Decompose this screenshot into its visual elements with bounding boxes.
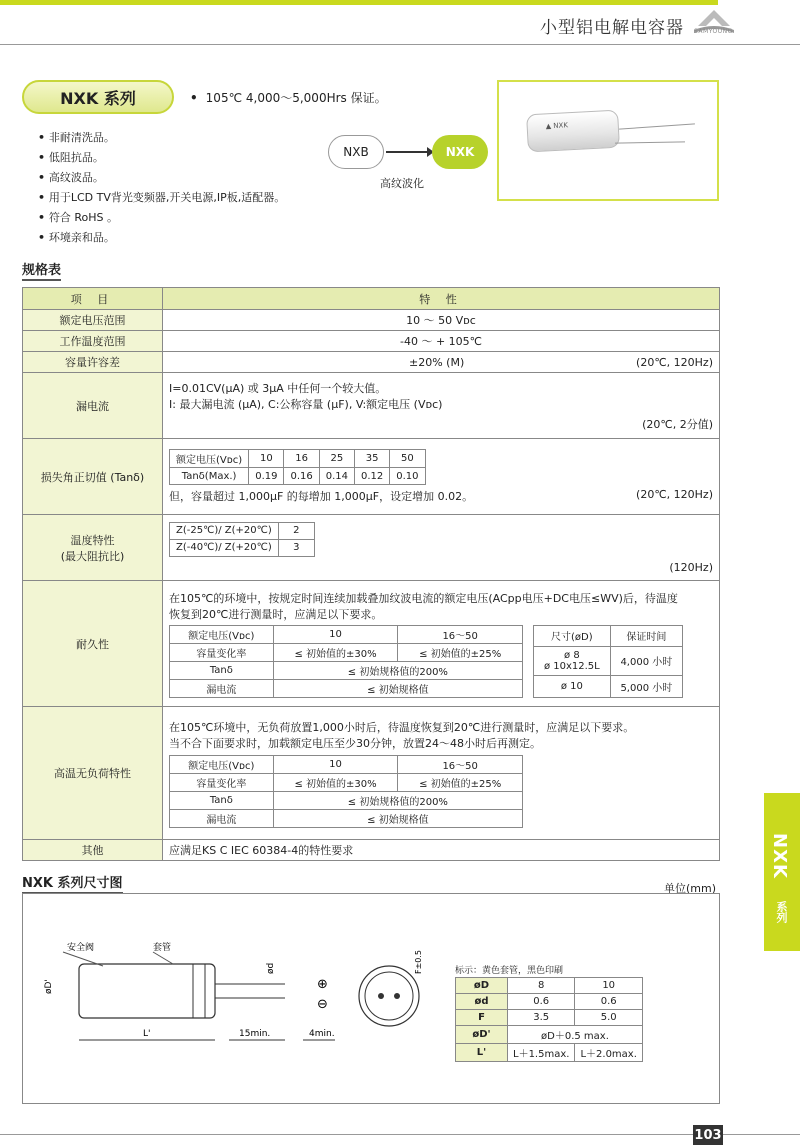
tan-value: 0.10 xyxy=(390,468,425,485)
table-row xyxy=(23,373,720,439)
endurance-table xyxy=(169,625,523,698)
spec-section-title: 规格表 xyxy=(22,259,61,281)
row-label: 耐久性 xyxy=(23,581,163,707)
4min-label: 4min. xyxy=(309,1029,335,1039)
feature-list xyxy=(38,128,285,248)
shelf-leak-value: ≤ 初始规格值 xyxy=(273,809,522,827)
table-row xyxy=(23,515,720,581)
endurance-leak-label: 漏电流 xyxy=(170,679,274,697)
leakage-formula: I=0.01CV(μA) 或 3μA 中任何一个较大值。 xyxy=(169,381,387,395)
dD-label: øD' xyxy=(44,979,54,994)
side-tab-sub: 系列 xyxy=(775,901,788,923)
shelf-cap-value: ≤ 初始值的±30% xyxy=(273,773,398,791)
flow-arrow-icon xyxy=(386,151,432,153)
dd-label: ød xyxy=(266,962,276,974)
shelf-tan-value: ≤ 初始规格值的200% xyxy=(273,791,522,809)
feature-item: • 环境亲和品。 xyxy=(38,228,285,248)
shelf-cap-value: ≤ 初始值的±25% xyxy=(398,773,523,791)
dim-cell: L＋1.5max. xyxy=(508,1044,575,1062)
row-label: 损失角正切值 (Tanδ) xyxy=(23,439,163,515)
series-name: NXK 系列 xyxy=(60,88,136,108)
row-label: 高温无负荷特性 xyxy=(23,707,163,840)
series-name-badge xyxy=(22,80,174,114)
tan-voltage: 16 xyxy=(284,450,319,468)
dimension-section-title: NXK 系列尺寸图 xyxy=(22,872,123,894)
shelf-head: 额定电压(Vᴅᴄ) xyxy=(170,755,274,773)
logo-text: SAMYOUNG xyxy=(694,28,733,35)
dim-head: øD xyxy=(456,978,508,994)
dim-cell: øD＋0.5 max. xyxy=(508,1026,643,1044)
dim-cell: 5.0 xyxy=(575,1010,642,1026)
15min-label: 15min. xyxy=(239,1029,271,1039)
impedance-ratio-label: Z(-25℃)/ Z(+20℃) xyxy=(170,522,279,539)
flow-from-node: NXB xyxy=(328,135,384,169)
vent-label: 安全阀 xyxy=(67,943,95,953)
minus-icon: ⊖ xyxy=(317,997,328,1012)
dimension-drawing xyxy=(23,894,443,1103)
feature-item: • 非耐清洗品。 xyxy=(38,128,285,148)
endurance-head: 额定电压(Vᴅᴄ) xyxy=(170,625,274,643)
endurance-text: 恢复到20℃进行测量时，应满足以下要求。 xyxy=(169,607,383,621)
footer-divider xyxy=(0,1134,800,1135)
shelf-cap-label: 容量变化率 xyxy=(170,773,274,791)
dim-cell: 8 xyxy=(508,978,575,994)
life-size: ø 10 xyxy=(534,676,611,697)
life-table xyxy=(533,625,683,698)
shelf-tan-label: Tanδ xyxy=(170,791,274,809)
row-value: 应满足KS C IEC 60384-4的特性要求 xyxy=(163,840,720,861)
series-note-text: 105℃ 4,000～5,000Hrs 保证。 xyxy=(205,91,387,105)
life-hours: 5,000 小时 xyxy=(610,676,682,697)
endurance-cap-value: ≤ 初始值的±25% xyxy=(398,643,523,661)
marking-note: 标示：黄色套管，黑色印刷 xyxy=(455,966,564,976)
table-row xyxy=(23,840,720,861)
table-row xyxy=(23,581,720,707)
impedance-ratio-value: 2 xyxy=(278,522,314,539)
L-label: L' xyxy=(143,1029,151,1039)
series-note: • 105℃ 4,000～5,000Hrs 保证。 xyxy=(190,91,387,105)
dim-head: ød xyxy=(456,994,508,1010)
temp-char-table xyxy=(169,522,315,557)
table-row xyxy=(23,310,720,331)
side-tab-name: NXK xyxy=(769,833,790,879)
plus-icon: ⊕ xyxy=(317,977,328,992)
shelf-leak-label: 漏电流 xyxy=(170,809,274,827)
capacitor-logo-mark: ▲ NXK xyxy=(545,121,569,131)
row-label: 工作温度范围 xyxy=(23,331,163,352)
tan-voltage: 25 xyxy=(319,450,354,468)
row-value xyxy=(163,439,720,515)
endurance-tan-label: Tanδ xyxy=(170,661,274,679)
row-value: -40 ～ + 105℃ xyxy=(163,331,720,352)
table-row xyxy=(23,707,720,840)
tan-condition: (20℃, 120Hz) xyxy=(636,488,713,501)
lead-hole xyxy=(378,993,384,999)
tan-value: 0.19 xyxy=(249,468,284,485)
tan-value-head: Tanδ(Max.) xyxy=(170,468,249,485)
row-value xyxy=(163,373,720,439)
flow-to-node: NXK xyxy=(432,135,488,169)
table-row xyxy=(23,439,720,515)
row-label: 容量许容差 xyxy=(23,352,163,373)
shelf-head: 16～50 xyxy=(398,755,523,773)
capacitor-end-view xyxy=(359,966,419,1026)
page-number: 103 xyxy=(693,1125,723,1145)
endurance-tan-value: ≤ 初始规格值的200% xyxy=(273,661,522,679)
dim-cell: 10 xyxy=(575,978,642,994)
temp-char-condition: (120Hz) xyxy=(669,560,713,574)
tan-voltage: 50 xyxy=(390,450,425,468)
endurance-head: 10 xyxy=(273,625,398,643)
feature-item: • 高纹波品。 xyxy=(38,168,285,188)
side-series-tab xyxy=(764,793,800,951)
capacitor-body-outline xyxy=(79,964,215,1018)
tan-value: 0.12 xyxy=(355,468,390,485)
product-photo xyxy=(497,80,719,201)
tan-voltage: 10 xyxy=(249,450,284,468)
dim-cell: L＋2.0max. xyxy=(575,1044,642,1062)
row-label: 其他 xyxy=(23,840,163,861)
table-row xyxy=(23,331,720,352)
leakage-condition: (20℃, 2分值) xyxy=(642,417,713,431)
feature-item: • 用于LCD TV背光变频器,开关电源,IP板,适配器。 xyxy=(38,188,285,208)
dim-head: F xyxy=(456,1010,508,1026)
shelf-head: 10 xyxy=(273,755,398,773)
tan-voltage: 35 xyxy=(355,450,390,468)
row-label: 额定电压范围 xyxy=(23,310,163,331)
tan-value: 0.14 xyxy=(319,468,354,485)
dim-cell: 3.5 xyxy=(508,1010,575,1026)
endurance-cap-value: ≤ 初始值的±30% xyxy=(273,643,398,661)
endurance-leak-value: ≤ 初始规格值 xyxy=(273,679,522,697)
dim-cell: 0.6 xyxy=(575,994,642,1010)
tolerance-value: ±20% (M) xyxy=(409,355,465,369)
tan-table xyxy=(169,449,426,485)
row-label: 漏电流 xyxy=(23,373,163,439)
shelf-text: 当不合下面要求时，加载额定电压至少30分钟，放置24～48小时后再测定。 xyxy=(169,736,541,750)
row-value xyxy=(163,581,720,707)
tan-voltage-head: 额定电压(Vᴅᴄ) xyxy=(170,450,249,468)
table-row xyxy=(23,352,720,373)
impedance-ratio-value: 3 xyxy=(278,539,314,556)
temp-char-label: 温度特性 xyxy=(70,533,115,547)
life-size xyxy=(534,646,611,676)
endurance-head: 16～50 xyxy=(398,625,523,643)
tan-note: 但，容量超过 1,000μF 的每增加 1,000μF，设定增加 0.02。 xyxy=(169,490,474,503)
page-header-title: 小型铝电解电容器 xyxy=(540,18,684,38)
capacitor-lead xyxy=(619,123,695,129)
row-value xyxy=(163,515,720,581)
row-label xyxy=(23,515,163,581)
dim-cell: 0.6 xyxy=(508,994,575,1010)
top-accent-bar xyxy=(0,0,718,5)
temp-char-label2: (最大阻抗比) xyxy=(60,549,125,563)
shelf-text: 在105℃环境中，无负荷放置1,000小时后，待温度恢复到20℃进行测量时，应满足以下要求。 xyxy=(169,720,635,734)
shelf-table xyxy=(169,755,523,828)
table-header-row xyxy=(23,288,720,310)
capacitor-lead xyxy=(615,141,685,143)
row-value: 10 ～ 50 Vᴅᴄ xyxy=(163,310,720,331)
impedance-ratio-label: Z(-40℃)/ Z(+20℃) xyxy=(170,539,279,556)
tolerance-condition: (20℃, 120Hz) xyxy=(636,355,713,369)
life-hours: 4,000 小时 xyxy=(610,646,682,676)
header-divider xyxy=(0,44,800,45)
lead-hole xyxy=(394,993,400,999)
F-label: F±0.5 xyxy=(414,949,423,974)
unit-label: 单位(mm) xyxy=(664,882,717,895)
header-characteristics: 特 性 xyxy=(163,288,720,310)
sleeve-leader xyxy=(153,952,173,964)
row-value xyxy=(163,352,720,373)
row-value xyxy=(163,707,720,840)
flow-caption: 高纹波化 xyxy=(380,177,424,190)
dim-head: øD' xyxy=(456,1026,508,1044)
feature-item: • 符合 RoHS 。 xyxy=(38,208,285,228)
endurance-cap-label: 容量变化率 xyxy=(170,643,274,661)
life-size-line: ø 10x12.5L xyxy=(543,660,600,672)
life-head: 保证时间 xyxy=(610,625,682,646)
header-item: 项 目 xyxy=(23,288,163,310)
endurance-text: 在105℃的环境中，按规定时间连续加载叠加纹波电流的额定电压(ACpp电压+DC电压≤WV)后，待温度 xyxy=(169,591,678,605)
feature-item: • 低阻抗品。 xyxy=(38,148,285,168)
sleeve-label: 套管 xyxy=(153,943,172,953)
capacitor-image xyxy=(526,110,620,153)
tan-value: 0.16 xyxy=(284,468,319,485)
life-head: 尺寸(øD) xyxy=(534,625,611,646)
leakage-legend: I: 最大漏电流 (μA), C:公称容量 (μF), V:额定电压 (Vᴅᴄ) xyxy=(169,397,443,411)
dim-head: L' xyxy=(456,1044,508,1062)
series-flow-diagram xyxy=(328,131,488,191)
life-size-line: ø 8 xyxy=(564,649,580,661)
spec-table xyxy=(22,287,720,861)
dimension-table xyxy=(455,977,643,1062)
